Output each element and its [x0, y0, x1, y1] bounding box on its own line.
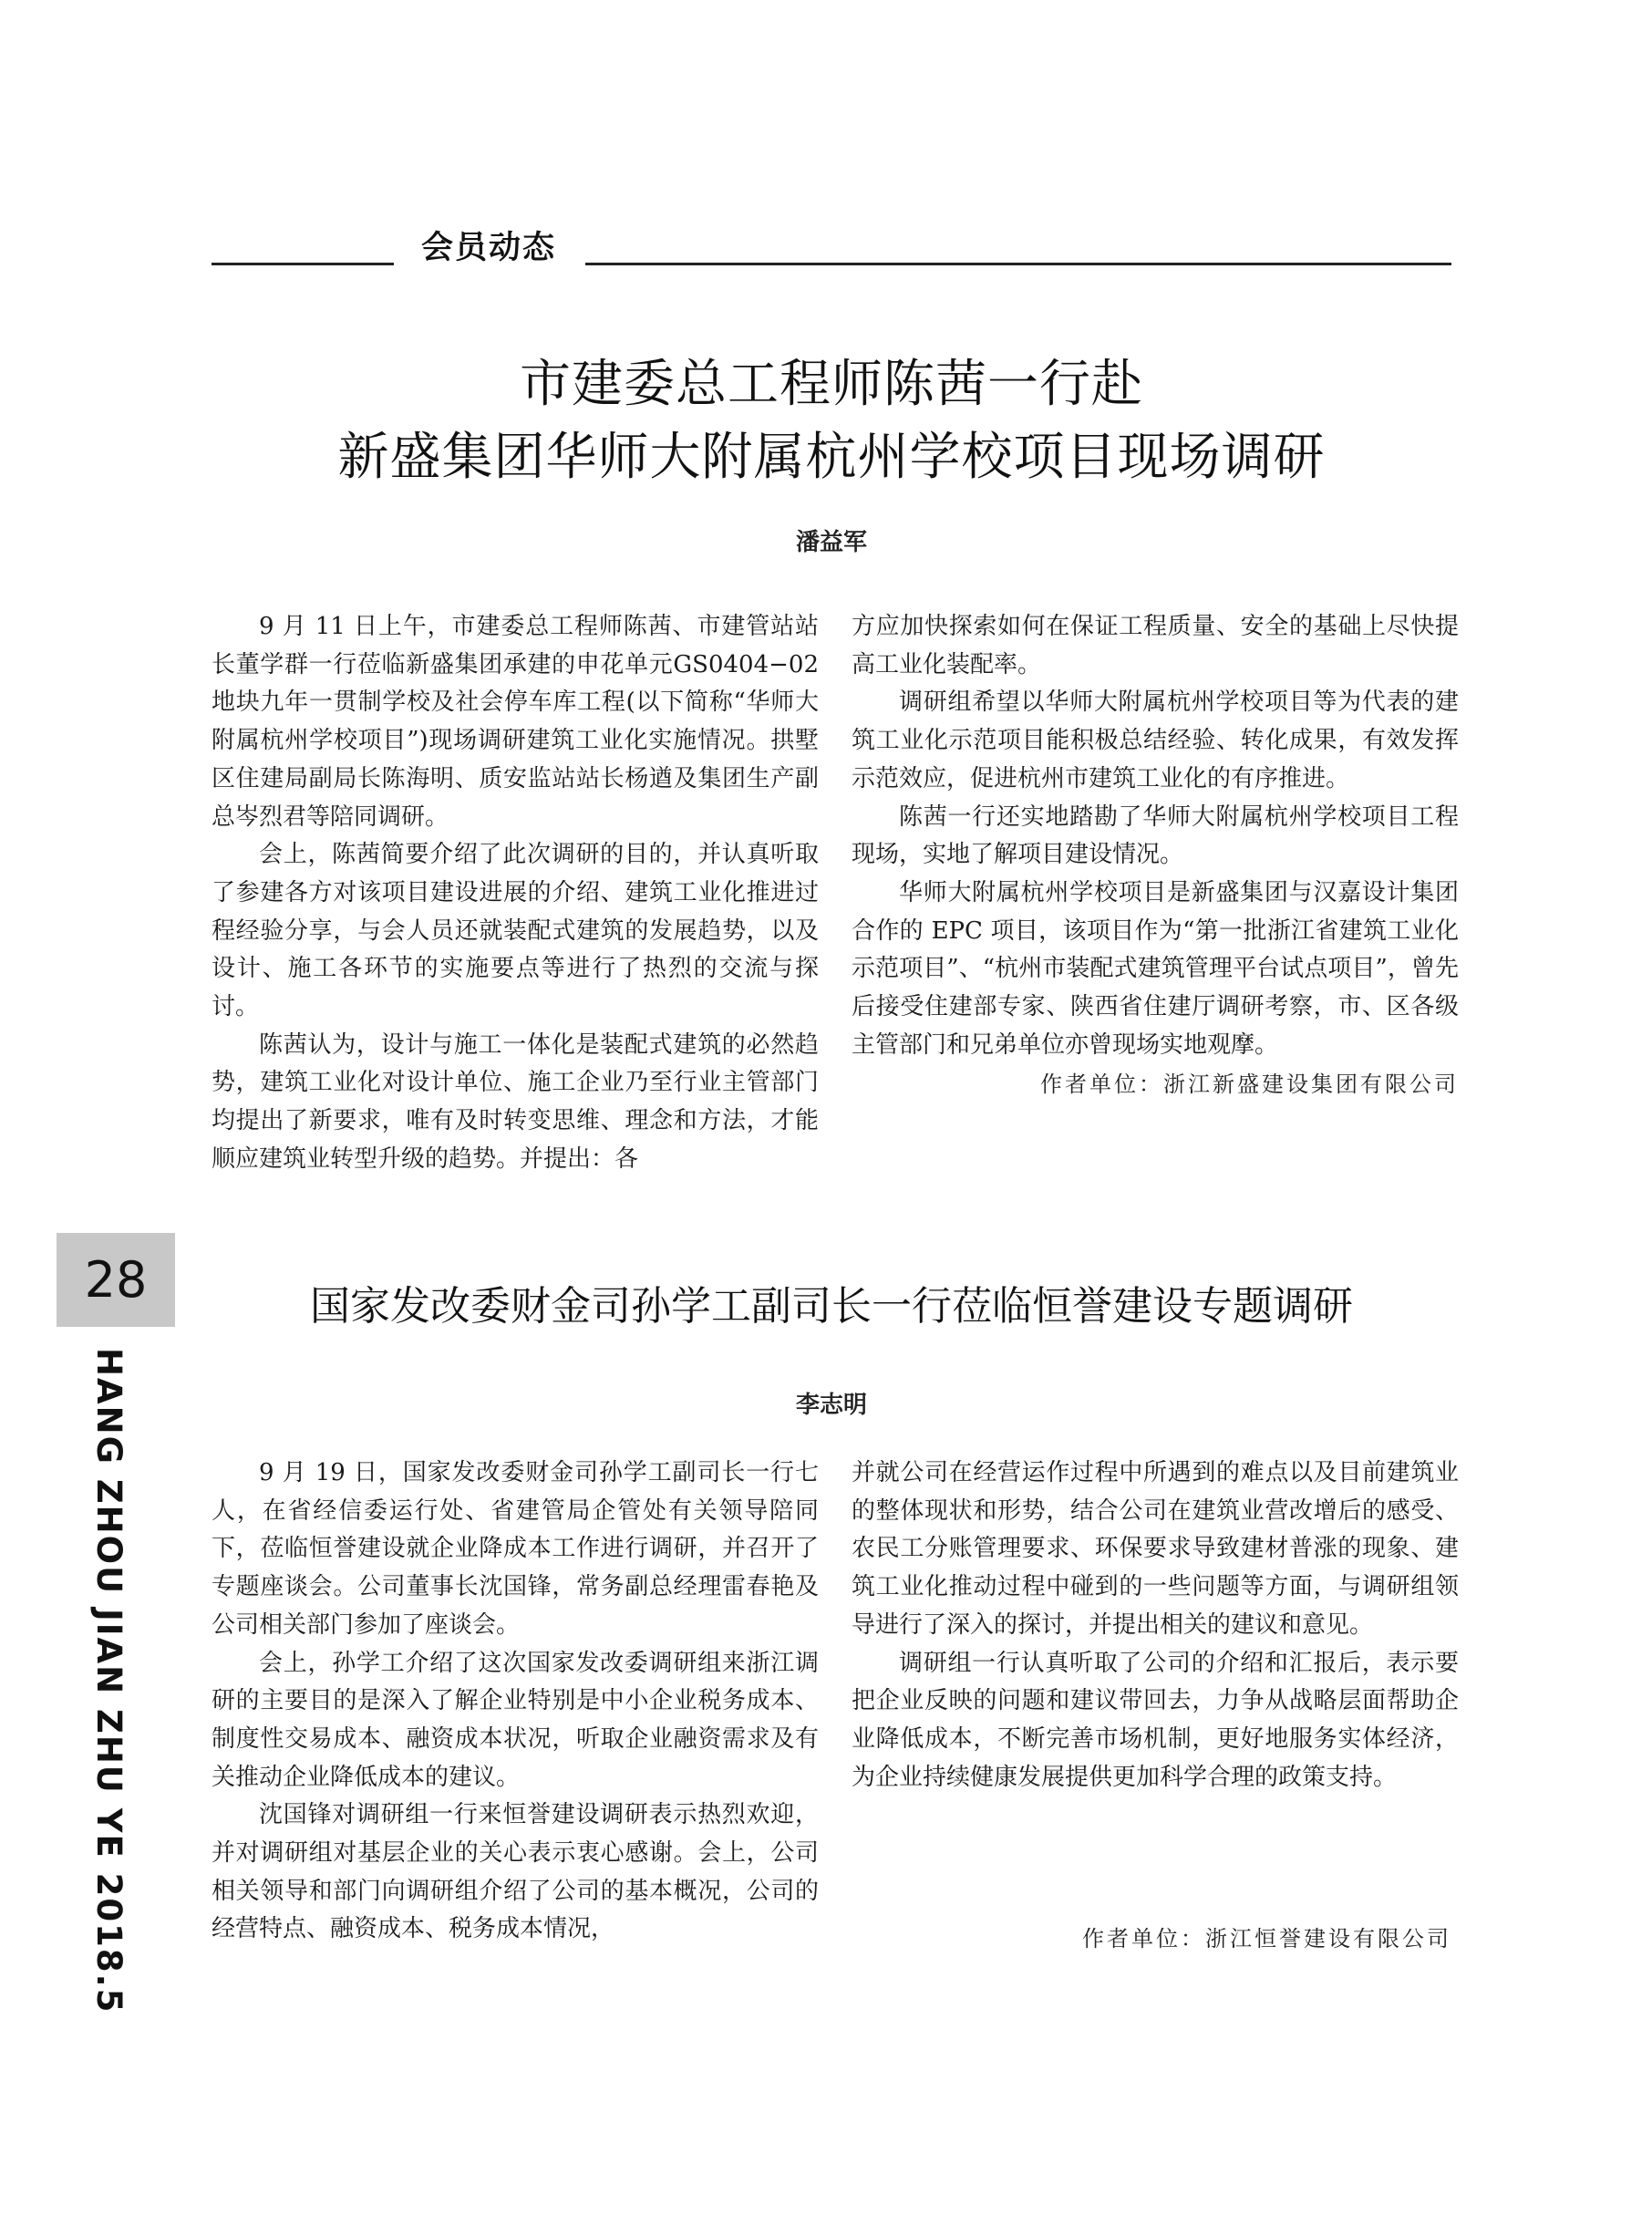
header-rule-left: [212, 263, 394, 265]
article1-author: 潘益军: [795, 529, 867, 556]
article1-column-right: [852, 608, 1459, 1104]
paragraph: 方应加快探索如何在保证工程质量、安全的基础上尽快提高工业化装配率。: [852, 613, 1459, 678]
header-rule-right: [585, 263, 1451, 265]
paragraph: 会上，陈茜简要介绍了此次调研的目的，并认真听取了参建各方对该项目建设进展的介绍、建筑工业化推进过程经验分享，与会人员还就装配式建筑的发展趋势，以及设计、施工各环节的实施要点等进行了热烈的交流与探讨。: [212, 841, 819, 1021]
article1-column-left: [212, 608, 819, 1179]
page-number: 28: [57, 1233, 175, 1327]
article1-title-line2: 新盛集团华师大附属杭州学校项目现场调研: [337, 428, 1326, 487]
article1-title: [212, 348, 1451, 494]
paragraph: 调研组一行认真听取了公司的介绍和汇报后，表示要把企业反映的问题和建议带回去，力争从战略层面帮助企业降低成本，不断完善市场机制，更好地服务实体经济，为企业持续健康发展提供更加科学合理的政策支持。: [852, 1649, 1459, 1791]
journal-name-vertical: HANG ZHOU JIAN ZHU YE 2018.5: [89, 1348, 129, 2014]
article2-column-left: [212, 1455, 819, 1949]
article2-title: 国家发改委财金司孙学工副司长一行莅临恒誉建设专题调研: [310, 1283, 1353, 1330]
paragraph: 调研组希望以华师大附属杭州学校项目等为代表的建筑工业化示范项目能积极总结经验、转化成果，有效发挥示范效应，促进杭州市建筑工业化的有序推进。: [852, 689, 1459, 792]
article1-signature: 作者单位：浙江新盛建设集团有限公司: [1040, 1072, 1459, 1098]
article2-signature: 作者单位：浙江恒誉建设有限公司: [1082, 1926, 1451, 1952]
article2-author: 李志明: [795, 1392, 867, 1419]
paragraph: 并就公司在经营运作过程中所遇到的难点以及目前建筑业的整体现状和形势，结合公司在建筑业营改增后的感受、农民工分账管理要求、环保要求导致建材普涨的现象、建筑工业化推动过程中碰到的一些问题等方面，与调研组领导进行了深入的探讨，并提出相关的建议和意见。: [852, 1459, 1459, 1639]
section-label: 会员动态: [421, 230, 557, 266]
article1-title-line1: 市建委总工程师陈茜一行赴: [520, 355, 1143, 414]
paragraph: 陈茜一行还实地踏勘了华师大附属杭州学校项目工程现场，实地了解项目建设情况。: [852, 802, 1459, 869]
paragraph: 会上，孙学工介绍了这次国家发改委调研组来浙江调研的主要目的是深入了解企业特别是中小企业税务成本、制度性交易成本、融资成本状况，听取企业融资需求及有关推动企业降低成本的建议。: [212, 1649, 819, 1791]
paragraph: 沈国锋对调研组一行来恒誉建设调研表示热烈欢迎，并对调研组对基层企业的关心表示衷心感谢。会上，公司相关领导和部门向调研组介绍了公司的基本概况，公司的经营特点、融资成本、税务成本情况，: [212, 1801, 819, 1943]
paragraph: 9 月 11 日上午，市建委总工程师陈茜、市建管站站长董学群一行莅临新盛集团承建的申花单元GS0404−02 地块九年一贯制学校及社会停车库工程(以下简称“华师大附属杭州学校项目”)现场调研建筑工业化实施情况。拱墅区住建局副局长陈海明、质安监站站长杨遒及集团生产副总岑烈君等陪同调研。: [212, 613, 819, 831]
paragraph: 陈茜认为，设计与施工一体化是装配式建筑的必然趋势，建筑工业化对设计单位、施工企业乃至行业主管部门均提出了新要求，唯有及时转变思维、理念和方法，才能顺应建筑业转型升级的趋势。并提出：各: [212, 1030, 819, 1173]
article2-column-right: [852, 1455, 1459, 1796]
paragraph: 9 月 19 日，国家发改委财金司孙学工副司长一行七人，在省经信委运行处、省建管局企管处有关领导陪同下，莅临恒誉建设就企业降成本工作进行调研，并召开了专题座谈会。公司董事长沈国锋，常务副总经理雷春艳及公司相关部门参加了座谈会。: [212, 1459, 819, 1639]
paragraph: 华师大附属杭州学校项目是新盛集团与汉嘉设计集团合作的 EPC 项目，该项目作为“第一批浙江省建筑工业化示范项目”、“杭州市装配式建筑管理平台试点项目”，曾先后接受住建部专家、陕西省住建厅调研考察，市、区各级主管部门和兄弟单位亦曾现场实地观摩。: [852, 878, 1459, 1059]
section-header: [212, 223, 1451, 268]
